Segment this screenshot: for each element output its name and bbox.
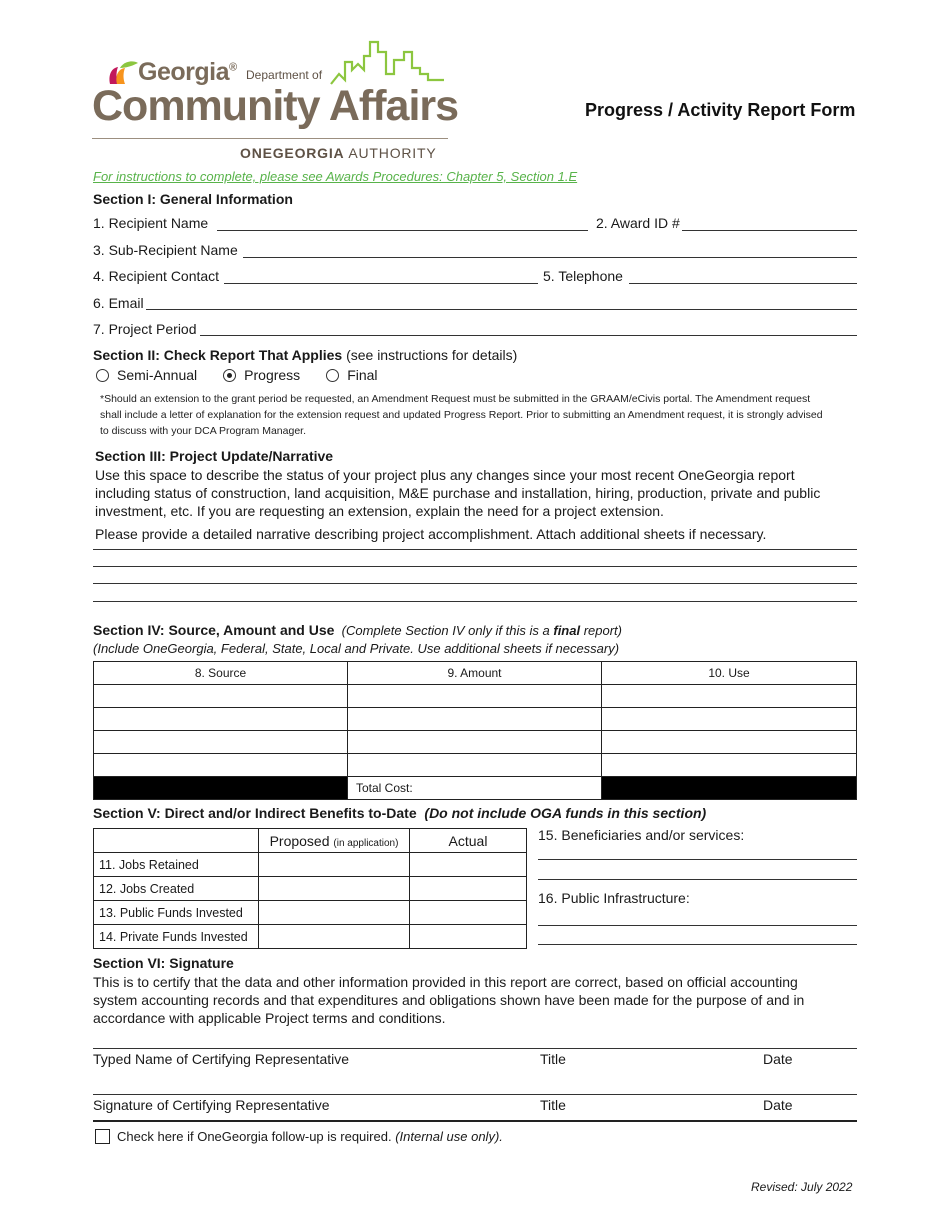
typed-name-label: Typed Name of Certifying Representative [93,1051,350,1067]
section-1-title: Section I: General Information [93,191,293,207]
amount-cell[interactable] [348,708,602,731]
actual-cell[interactable] [410,901,527,925]
table-row [94,925,527,949]
section-2-title: Section II: Check Report That Applies (see instructions for details) [93,347,518,363]
extension-footnote: *Should an extension to the grant period be requested, an Amendment Request must be submitted in the GRAAM/eCivis portal. The Amendment request shall include a letter of explanation for the extension request and updated Progress Report. Prior to submitting an Amendment request, it is strongly advised to discuss with your DCA Program Manager. [100,393,823,437]
benefits-table [93,828,527,949]
column-header-actual: Actual [410,829,527,853]
use-cell[interactable] [602,754,857,777]
revised-date: Revised: July 2022 [751,1180,853,1194]
table-row [94,877,527,901]
proposed-cell[interactable] [259,901,410,925]
section-4-note: (Include OneGeorgia, Federal, State, Local and Private. Use additional sheets if necessary) [93,641,620,656]
column-header-use: 10. Use [602,662,857,685]
blacked-out-cell [94,777,348,800]
table-row [94,708,857,731]
infrastructure-label: 16. Public Infrastructure: [538,890,690,906]
typed-name-line[interactable] [93,1048,857,1049]
beneficiaries-line-1[interactable] [538,859,857,860]
award-id-label: 2. Award ID # [596,215,680,231]
narrative-line-3[interactable] [93,583,857,584]
recipient-name-label: 1. Recipient Name [93,215,209,231]
proposed-cell[interactable] [259,925,410,949]
certification-text: This is to certify that the data and other information provided in this report are correct, based on official accounting system accounting records and that expenditures and obligations shown have been made for the purpose of and in accordance with applicable Project terms and conditions. [93,974,805,1026]
award-id-field[interactable] [682,230,857,231]
logo-community-affairs: Community Affairs [92,82,459,130]
table-row [94,754,857,777]
section-4-title: Section IV: Source, Amount and Use (Complete Section IV only if this is a final report) [93,622,622,638]
use-cell[interactable] [602,685,857,708]
radio-semi-annual[interactable]: Semi-Annual [96,367,197,383]
total-cost-cell[interactable]: Total Cost: [348,777,602,800]
table-row [94,901,527,925]
logo-department-text: Department of [246,68,323,82]
city-skyline-icon [330,40,445,88]
recipient-contact-label: 4. Recipient Contact [93,268,220,284]
form-title: Progress / Activity Report Form [585,100,856,120]
radio-circle-icon [96,369,109,382]
followup-checkbox[interactable] [95,1129,110,1144]
section-3-description: Use this space to describe the status of your project plus any changes since your most recent OneGeorgia report including status of construction, land acquisition, M&E purchase and installation, hiring, production, private and public investment, etc. If you are requesting an extension, explain the need for a project extension. [95,467,821,519]
proposed-cell[interactable] [259,853,410,877]
report-type-radio-group [96,367,404,383]
actual-cell[interactable] [410,853,527,877]
source-cell[interactable] [94,731,348,754]
source-cell[interactable] [94,754,348,777]
project-period-field[interactable] [200,335,857,336]
source-amount-use-table [93,661,857,800]
row-label-jobs-retained: 11. Jobs Retained [94,853,259,877]
actual-cell[interactable] [410,925,527,949]
infrastructure-line-1[interactable] [538,925,857,926]
proposed-cell[interactable] [259,877,410,901]
radio-final[interactable]: Final [326,367,377,383]
logo-divider [92,138,448,139]
column-header-proposed: Proposed (in application) [259,829,410,853]
sub-recipient-field[interactable] [243,257,857,258]
beneficiaries-label: 15. Beneficiaries and/or services: [538,827,745,843]
typed-date-label: Date [763,1051,793,1067]
section-3-prompt: Please provide a detailed narrative describing project accomplishment. Attach additional sheets if necessary. [95,526,767,542]
infrastructure-line-2[interactable] [538,944,857,945]
sub-recipient-label: 3. Sub-Recipient Name [93,242,238,258]
blacked-out-cell [602,777,857,800]
total-row [94,777,857,800]
signature-line[interactable] [93,1094,857,1095]
email-label: 6. Email [93,295,144,311]
use-cell[interactable] [602,731,857,754]
recipient-contact-field[interactable] [224,283,538,284]
source-cell[interactable] [94,685,348,708]
row-label-private-funds: 14. Private Funds Invested [94,925,259,949]
row-label-public-funds: 13. Public Funds Invested [94,901,259,925]
amount-cell[interactable] [348,754,602,777]
source-cell[interactable] [94,708,348,731]
row-label-jobs-created: 12. Jobs Created [94,877,259,901]
narrative-line-1[interactable] [93,549,857,550]
radio-selected-icon [223,369,236,382]
section-5-title: Section V: Direct and/or Indirect Benefits to-Date (Do not include OGA funds in this section) [93,805,707,821]
benefits-corner-cell [94,829,259,853]
section-3-title: Section III: Project Update/Narrative [95,448,334,464]
signature-title-label: Title [540,1097,566,1113]
signature-label: Signature of Certifying Representative [93,1097,330,1113]
logo-georgia-text: Georgia® [138,58,237,86]
table-row [94,731,857,754]
section-6-title: Section VI: Signature [93,955,234,971]
use-cell[interactable] [602,708,857,731]
table-row [94,853,527,877]
amount-cell[interactable] [348,731,602,754]
instructions-link[interactable]: For instructions to complete, please see Awards Procedures: Chapter 5, Section 1.E [93,169,578,184]
signature-section-divider [93,1120,857,1122]
signature-date-label: Date [763,1097,793,1113]
actual-cell[interactable] [410,877,527,901]
column-header-source: 8. Source [94,662,348,685]
beneficiaries-line-2[interactable] [538,879,857,880]
telephone-field[interactable] [629,283,857,284]
radio-circle-icon [326,369,339,382]
recipient-name-field[interactable] [217,230,588,231]
column-header-amount: 9. Amount [348,662,602,685]
email-field[interactable] [146,309,857,310]
radio-progress[interactable]: Progress [223,367,300,383]
typed-title-label: Title [540,1051,566,1067]
telephone-label: 5. Telephone [543,268,623,284]
amount-cell[interactable] [348,685,602,708]
table-row [94,685,857,708]
narrative-line-4[interactable] [93,601,857,602]
project-period-label: 7. Project Period [93,321,197,337]
logo-authority: ONEGEORGIA AUTHORITY [240,145,437,161]
followup-label: Check here if OneGeorgia follow-up is required. (Internal use only). [117,1129,503,1144]
narrative-line-2[interactable] [93,566,857,567]
